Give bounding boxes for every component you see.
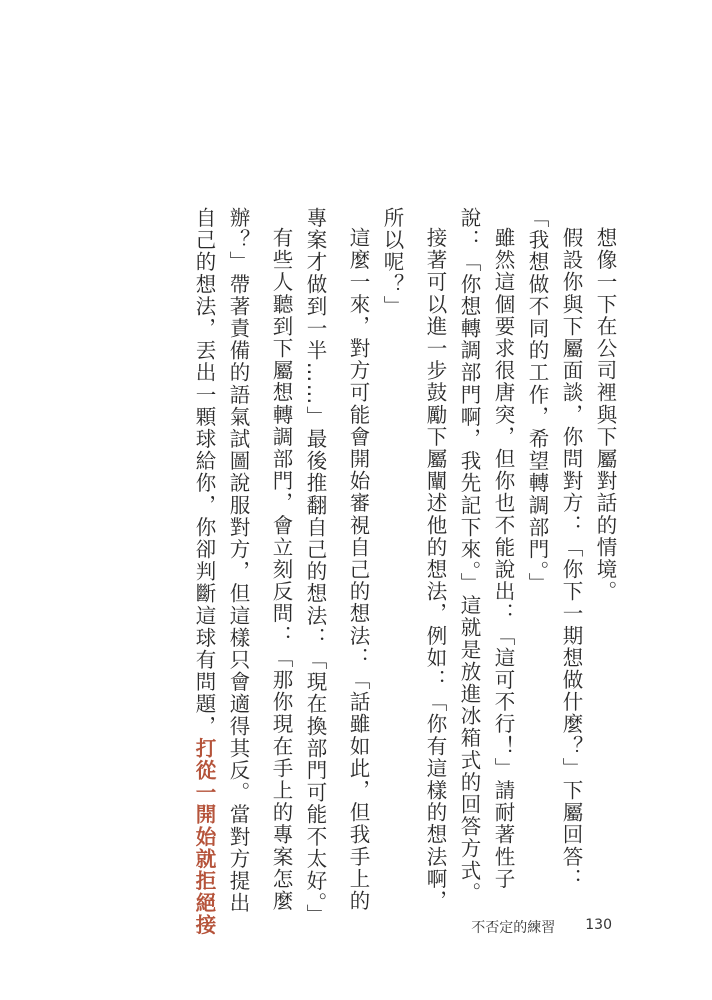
paragraph-line: 說：「你想轉調部門啊，我先記下來。」這就是放進冰箱式的回答方式。 <box>457 207 481 904</box>
paragraph-line: 專案才做到一半……」最後推翻自己的想法：「現在換部門可能不太好。」 <box>303 207 327 927</box>
paragraph-line-last <box>187 207 221 937</box>
paragraph-line: 這麼一來，對方可能會開始審視自己的想法：「話雖如此，但我手上的 <box>346 227 370 913</box>
paragraph-line: 雖然這個要求很唐突，但你也不能說出：「這可不行！」請耐著性子 <box>491 227 515 890</box>
paragraph-line: 所以呢？」 <box>380 207 404 318</box>
paragraph-line: 接著可以進一步鼓勵下屬闡述他的想法，例如：「你有這樣的想法啊， <box>423 227 447 913</box>
paragraph-line: 想像一下在公司裡與下屬對話的情境。 <box>593 227 617 603</box>
paragraph-line: 「我想做不同的工作，希望轉調部門。」 <box>525 207 549 595</box>
paragraph-line: 假設你與下屬面談，你問對方：「你下一期想做什麼？」下屬回答： <box>559 227 583 890</box>
paragraph-line-text: 自己的想法，丟出一顆球給你，你卻判斷這球有問題， <box>192 207 216 738</box>
page-footer <box>471 917 612 937</box>
paragraph-line: 有些人聽到下屬想轉調部門，會立刻反問：「那你現在手上的專案怎麼 <box>269 227 293 913</box>
paragraph-line: 辦？」帶著責備的語氣試圖說服對方，但這樣只會適得其反。當對方提出 <box>226 207 250 915</box>
chapter-title: 不否定的練習 <box>471 920 556 936</box>
highlighted-phrase: 打從一開始就拒絕接 <box>192 737 216 937</box>
page-number: 130 <box>585 917 612 933</box>
